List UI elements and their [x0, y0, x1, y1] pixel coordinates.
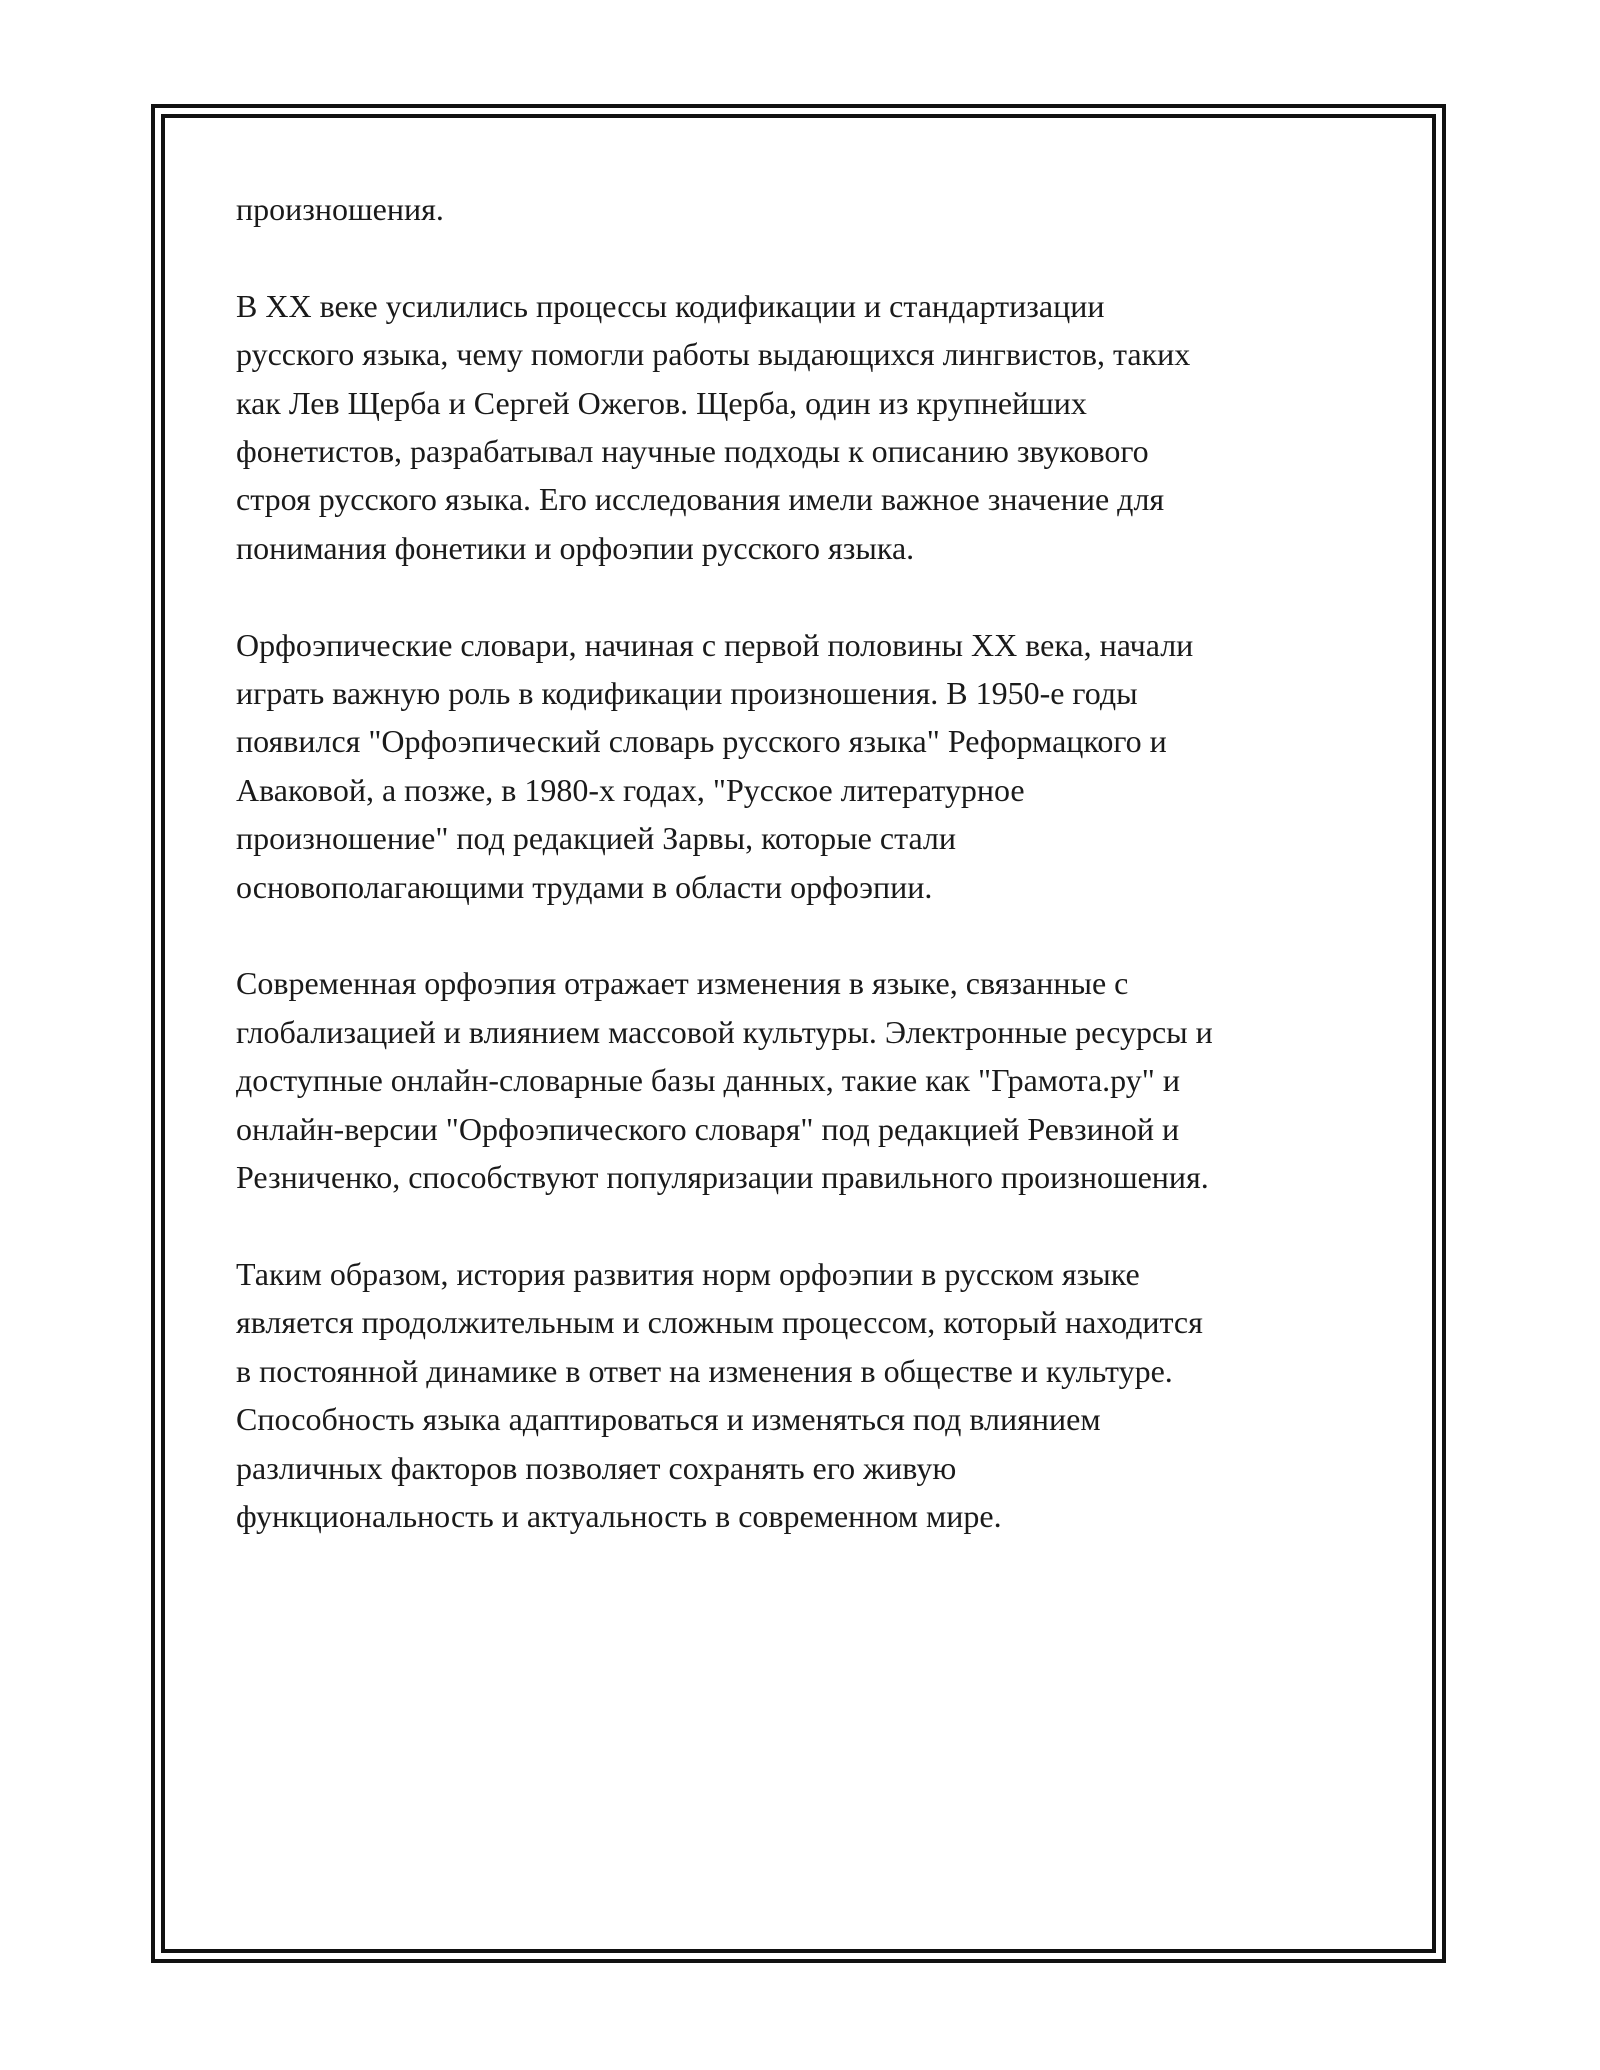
text-line: появился "Орфоэпический словарь русского языка" Реформацкого и: [236, 723, 1167, 760]
text-line: основополагающими трудами в области орфоэпии.: [236, 868, 933, 905]
text-line: фонетистов, разрабатывал научные подходы к описанию звукового: [236, 433, 1149, 470]
text-line: играть важную роль в кодификации произношения. В 1950-е годы: [236, 675, 1138, 712]
text-line: понимания фонетики и орфоэпии русского языка.: [236, 529, 915, 566]
paragraph-gap: [236, 572, 1366, 620]
text-line: функциональность и актуальность в современном мире.: [236, 1497, 1002, 1534]
paragraph-gap: [236, 911, 1366, 959]
text-line: строя русского языка. Его исследования имели важное значение для: [236, 481, 1165, 518]
text-line: Способность языка адаптироваться и изменяться под влиянием: [236, 1401, 1101, 1438]
paragraph-gap: [236, 233, 1366, 281]
text-line: различных факторов позволяет сохранять его живую: [236, 1449, 957, 1486]
text-line: произношения.: [236, 191, 444, 227]
text-line: В XX веке усилились процессы кодификации и стандартизации: [236, 287, 1105, 324]
text-line: Резниченко, способствуют популяризации правильного произношения.: [236, 1159, 1209, 1196]
text-line: как Лев Щерба и Сергей Ожегов. Щерба, один из крупнейших: [236, 384, 1087, 421]
text-line: онлайн-версии "Орфоэпического словаря" под редакцией Ревзиной и: [236, 1110, 1180, 1147]
paragraph-gap: [236, 1201, 1366, 1249]
text-line: является продолжительным и сложным процессом, который находится: [236, 1304, 1203, 1341]
text-line: Аваковой, а позже, в 1980-х годах, "Русское литературное: [236, 771, 1025, 808]
text-line: русского языка, чему помогли работы выдающихся лингвистов, таких: [236, 336, 1191, 373]
document-body: [236, 185, 1366, 1540]
text-line: Современная орфоэпия отражает изменения в языке, связанные с: [236, 965, 1129, 1002]
text-line: глобализацией и влиянием массовой культуры. Электронные ресурсы и: [236, 1013, 1213, 1050]
text-line: доступные онлайн-словарные базы данных, такие как "Грамота.ру" и: [236, 1062, 1180, 1099]
text-line: произношение" под редакцией Зарвы, которые стали: [236, 820, 957, 857]
text-line: в постоянной динамике в ответ на изменения в обществе и культуре.: [236, 1352, 1173, 1389]
text-line: Орфоэпические словари, начиная с первой половины XX века, начали: [236, 626, 1194, 663]
text-line: Таким образом, история развития норм орфоэпии в русском языке: [236, 1255, 1140, 1292]
